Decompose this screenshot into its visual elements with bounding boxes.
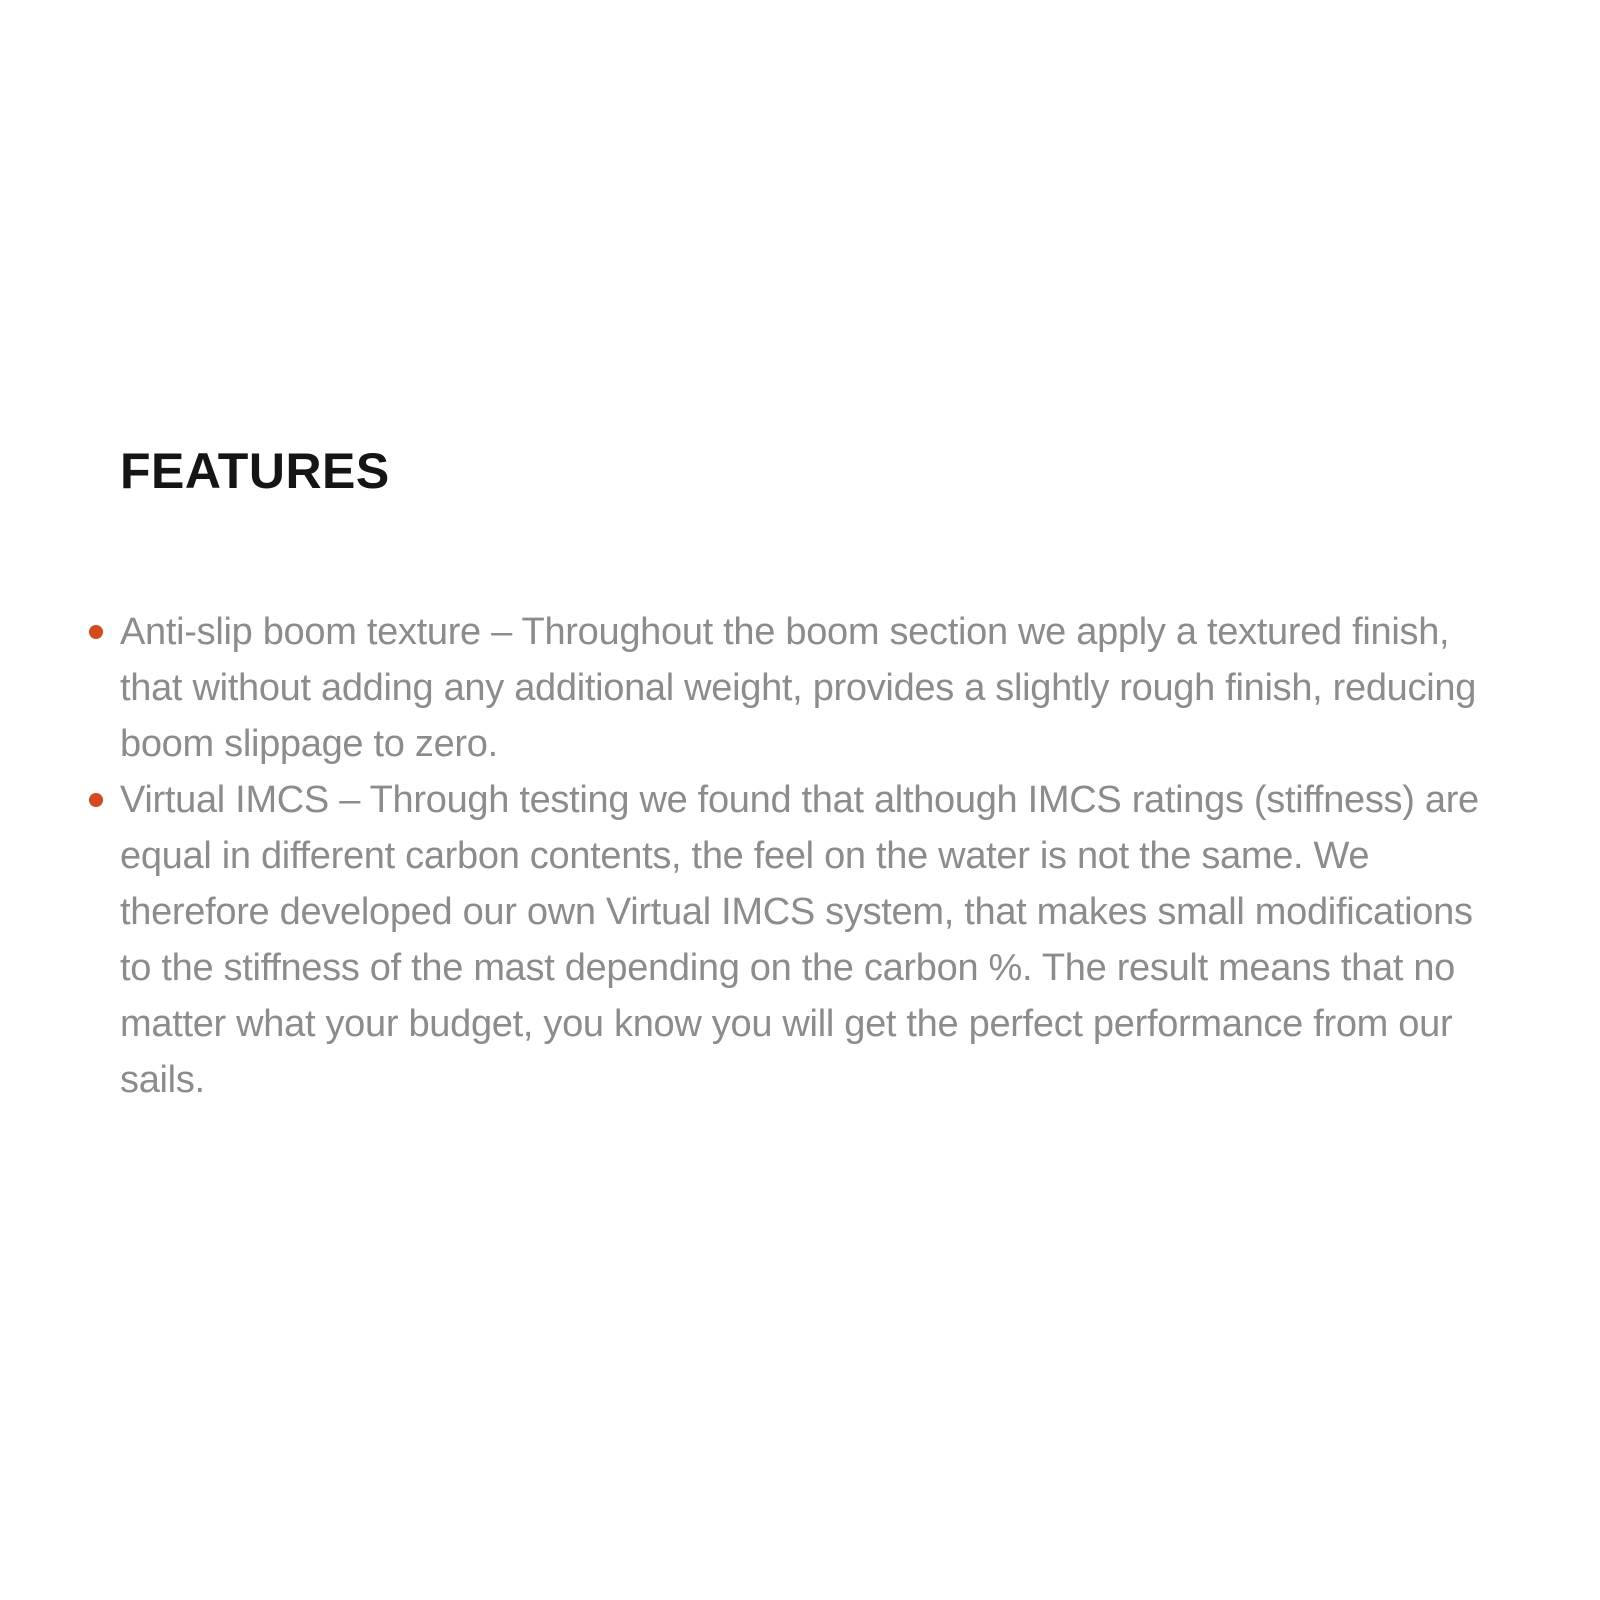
feature-item — [120, 772, 1505, 1108]
feature-item-text: Anti-slip boom texture – Throughout the boom section we apply a textured finish, that without adding any additional weight, provides a slightly rough finish, reducing boom slippage to zero. — [120, 611, 1477, 765]
bullet-icon — [89, 793, 103, 807]
bullet-icon — [89, 625, 103, 639]
feature-item-text: Virtual IMCS – Through testing we found that although IMCS ratings (stiffness) are equal in different carbon contents, the feel on the water is not the same. We therefore developed our own Virtual IMCS system, that makes small modifications to the stiffness of the mast depending on the carbon %. The result means that no matter what your budget, you know you will get the perfect performance from our sails. — [120, 779, 1479, 1101]
feature-item — [120, 604, 1505, 772]
features-list — [120, 604, 1505, 1108]
section-title: FEATURES — [120, 443, 390, 499]
